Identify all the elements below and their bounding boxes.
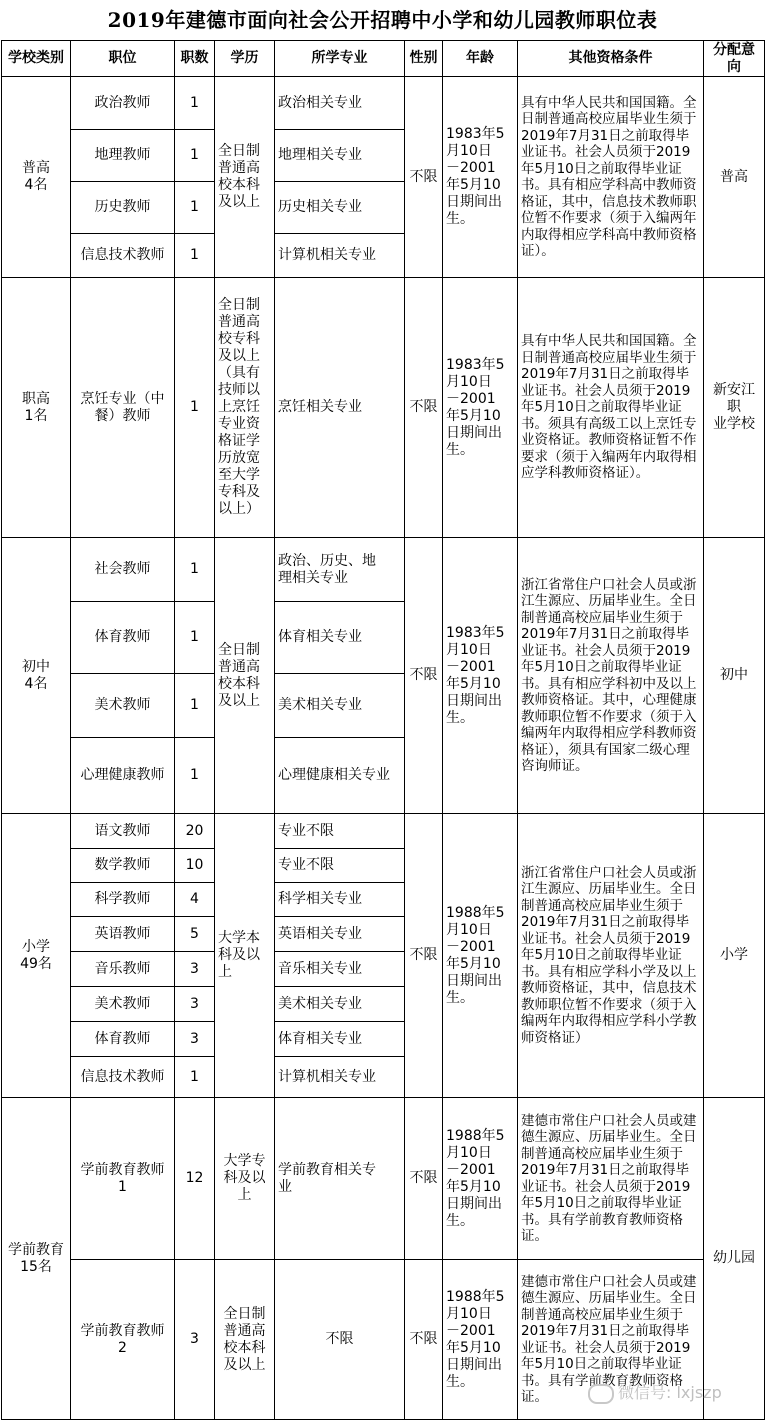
school-type-cell: 小学 49名 <box>2 814 71 1098</box>
gender-cell: 不限 <box>405 1098 443 1260</box>
count-cell: 3 <box>175 1260 215 1420</box>
position-cell: 地理教师 <box>71 130 175 182</box>
header-other: 其他资格条件 <box>518 41 704 77</box>
major-cell: 专业不限 <box>275 814 405 849</box>
major-cell: 政治相关专业 <box>275 77 405 130</box>
count-cell: 1 <box>175 738 215 814</box>
education-cell: 大学本 科及以 上 <box>215 814 275 1098</box>
major-cell: 音乐相关专业 <box>275 952 405 987</box>
header-assignment: 分配意向 <box>704 41 765 77</box>
other-conditions-cell: 具有中华人民共和国国籍。全日制普通高校应届毕业生须于2019年7月31日之前取得毕业证书。社会人员须于2019年5月10日之前取得毕业证书。具有相应学科高中教师资格证，其中，信息技术教师职位暂不作要求（须于入编两年内取得相应学科高中教师资格证）。 <box>518 77 704 278</box>
count-cell: 20 <box>175 814 215 849</box>
position-cell: 美术教师 <box>71 674 175 738</box>
count-cell: 1 <box>175 602 215 674</box>
assignment-cell: 幼儿园 <box>704 1098 765 1420</box>
table-row <box>2 278 765 538</box>
position-cell: 体育教师 <box>71 602 175 674</box>
table-row <box>2 77 765 130</box>
age-cell: 1988年5 月10日 －2001 年5月10 日期间出 生。 <box>443 1260 518 1420</box>
other-conditions-cell: 建德市常住户口社会人员或建德生源应、历届毕业生。全日制普通高校应届毕业生须于2019年7月31日之前取得毕业证书。社会人员须于2019年5月10日之前取得毕业证书。具有学前教育教师资格证。 <box>518 1098 704 1260</box>
assignment-cell: 初中 <box>704 538 765 814</box>
count-cell: 12 <box>175 1098 215 1260</box>
count-cell: 1 <box>175 130 215 182</box>
position-cell: 学前教育教师 2 <box>71 1260 175 1420</box>
age-cell: 1988年5 月10日 －2001 年5月10 日期间出 生。 <box>443 1098 518 1260</box>
assignment-cell: 普高 <box>704 77 765 278</box>
position-cell: 数学教师 <box>71 849 175 883</box>
major-cell: 计算机相关专业 <box>275 1057 405 1098</box>
major-cell: 不限 <box>275 1260 405 1420</box>
count-cell: 5 <box>175 917 215 952</box>
header-gender: 性别 <box>405 41 443 77</box>
major-cell: 烹饪相关专业 <box>275 278 405 538</box>
major-cell: 学前教育相关专 业 <box>275 1098 405 1260</box>
header-row <box>2 41 765 77</box>
major-cell: 心理健康相关专业 <box>275 738 405 814</box>
count-cell: 1 <box>175 182 215 234</box>
header-position: 职位 <box>71 41 175 77</box>
position-cell: 学前教育教师 1 <box>71 1098 175 1260</box>
gender-cell: 不限 <box>405 1260 443 1420</box>
count-cell: 3 <box>175 987 215 1022</box>
position-cell: 烹饪专业（中 餐）教师 <box>71 278 175 538</box>
major-cell: 英语相关专业 <box>275 917 405 952</box>
count-cell: 1 <box>175 674 215 738</box>
major-cell: 专业不限 <box>275 849 405 883</box>
table-row <box>2 1098 765 1260</box>
count-cell: 1 <box>175 234 215 278</box>
table-row <box>2 814 765 849</box>
education-cell: 全日制 普通高 校专科 及以上 （具有 技师以 上烹饪 专业资 格证学 历放宽 至大学 专科及 以上） <box>215 278 275 538</box>
age-cell: 1988年5 月10日 －2001 年5月10 日期间出 生。 <box>443 814 518 1098</box>
position-cell: 历史教师 <box>71 182 175 234</box>
position-cell: 社会教师 <box>71 538 175 602</box>
gender-cell: 不限 <box>405 814 443 1098</box>
major-cell: 体育相关专业 <box>275 602 405 674</box>
other-conditions-cell: 浙江省常住户口社会人员或浙江生源应、历届毕业生。全日制普通高校应届毕业生须于2019年7月31日之前取得毕业证书。社会人员须于2019年5月10日之前取得毕业证书。具有相应学科初中及以上教师资格证。其中，心理健康教师职位暂不作要求（须于入编两年内取得相应学科教师资格证），须具有国家二级心理咨询师证。 <box>518 538 704 814</box>
other-conditions-cell: 浙江省常住户口社会人员或浙江生源应、历届毕业生。全日制普通高校应届毕业生须于2019年7月31日之前取得毕业证书。社会人员须于2019年5月10日之前取得毕业证书。具有相应学科小学及以上教师资格证，其中，信息技术教师职位暂不作要求（须于入编两年内取得相应学科小学教师资格证） <box>518 814 704 1098</box>
position-cell: 音乐教师 <box>71 952 175 987</box>
other-conditions-cell: 具有中华人民共和国国籍。全日制普通高校应届毕业生须于2019年7月31日之前取得毕业证书。社会人员须于2019年5月10日之前取得毕业证书。须具有高级工以上烹饪专业资格证。教师资格证暂不作要求（须于入编两年内取得相应学科教师资格证）。 <box>518 278 704 538</box>
count-cell: 3 <box>175 1022 215 1057</box>
school-type-cell: 职高 1名 <box>2 278 71 538</box>
position-cell: 体育教师 <box>71 1022 175 1057</box>
position-cell: 信息技术教师 <box>71 1057 175 1098</box>
major-cell: 美术相关专业 <box>275 674 405 738</box>
gender-cell: 不限 <box>405 278 443 538</box>
position-cell: 语文教师 <box>71 814 175 849</box>
major-cell: 体育相关专业 <box>275 1022 405 1057</box>
position-cell: 政治教师 <box>71 77 175 130</box>
count-cell: 10 <box>175 849 215 883</box>
major-cell: 计算机相关专业 <box>275 234 405 278</box>
watermark <box>588 1380 722 1404</box>
gender-cell: 不限 <box>405 538 443 814</box>
other-conditions-cell: 建德市常住户口社会人员或建德生源应、历届毕业生。全日制普通高校应届毕业生须于2019年7月31日之前取得毕业证书。社会人员须于2019年5月10日之前取得毕业证书。具有学前教育教师资格证。 <box>518 1260 704 1420</box>
gender-cell: 不限 <box>405 77 443 278</box>
education-cell: 全日制 普通高 校本科 及以上 <box>215 538 275 814</box>
header-education: 学历 <box>215 41 275 77</box>
education-cell: 全日制 普通高 校本科 及以上 <box>215 77 275 278</box>
watermark-text: 微信号: lxjszp <box>618 1383 722 1402</box>
header-age: 年龄 <box>443 41 518 77</box>
position-cell: 美术教师 <box>71 987 175 1022</box>
count-cell: 1 <box>175 77 215 130</box>
table-row <box>2 538 765 602</box>
count-cell: 1 <box>175 278 215 538</box>
school-type-cell: 初中 4名 <box>2 538 71 814</box>
assignment-cell: 小学 <box>704 814 765 1098</box>
school-type-cell: 学前教育 15名 <box>2 1098 71 1420</box>
age-cell: 1983年5 月10日 －2001 年5月10 日期间出 生。 <box>443 278 518 538</box>
page-title: 2019年建德市面向社会公开招聘中小学和幼儿园教师职位表 <box>107 8 658 32</box>
positions-table <box>1 40 765 1420</box>
major-cell: 政治、历史、地 理相关专业 <box>275 538 405 602</box>
education-cell: 全日制 普通高 校本科 及以上 <box>215 1260 275 1420</box>
wechat-icon <box>588 1384 614 1404</box>
count-cell: 1 <box>175 1057 215 1098</box>
major-cell: 地理相关专业 <box>275 130 405 182</box>
position-cell: 英语教师 <box>71 917 175 952</box>
age-cell: 1983年5 月10日 －2001 年5月10 日期间出 生。 <box>443 77 518 278</box>
school-type-cell: 普高 4名 <box>2 77 71 278</box>
major-cell: 美术相关专业 <box>275 987 405 1022</box>
count-cell: 4 <box>175 883 215 917</box>
major-cell: 科学相关专业 <box>275 883 405 917</box>
position-cell: 信息技术教师 <box>71 234 175 278</box>
count-cell: 3 <box>175 952 215 987</box>
major-cell: 历史相关专业 <box>275 182 405 234</box>
education-cell: 大学专 科及以 上 <box>215 1098 275 1260</box>
position-cell: 心理健康教师 <box>71 738 175 814</box>
count-cell: 1 <box>175 538 215 602</box>
header-count: 职数 <box>175 41 215 77</box>
position-cell: 科学教师 <box>71 883 175 917</box>
age-cell: 1983年5 月10日 －2001 年5月10 日期间出 生。 <box>443 538 518 814</box>
assignment-cell: 新安江职 业学校 <box>704 278 765 538</box>
header-school-type: 学校类别 <box>2 41 71 77</box>
header-major: 所学专业 <box>275 41 405 77</box>
